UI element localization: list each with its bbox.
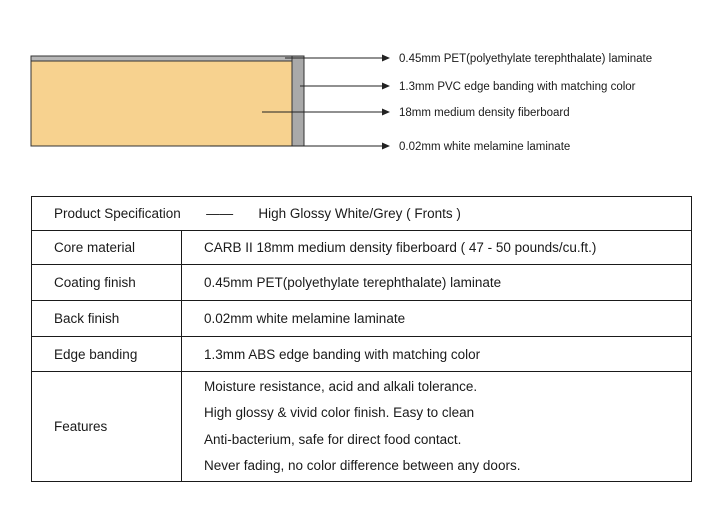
list-item: Moisture resistance, acid and alkali tolerance. (204, 378, 478, 394)
row-value: 0.45mm PET(polyethylate terephthalate) laminate (182, 265, 692, 301)
features-label: Features (32, 372, 182, 482)
arrowhead-icon (382, 143, 390, 150)
spec-header-label: Product Specification (54, 206, 181, 221)
arrowhead-icon (382, 109, 390, 116)
features-list (182, 372, 692, 482)
callout-melamine: 0.02mm white melamine laminate (399, 141, 571, 153)
list-item: High glossy & vivid color finish. Easy to clean (204, 405, 475, 420)
callout-edge-banding: 1.3mm PVC edge banding with matching color (399, 81, 636, 93)
pet-laminate-layer (31, 56, 292, 61)
edge-banding-layer (292, 56, 304, 146)
spec-header-cell (32, 197, 692, 231)
callout-mdf-core: 18mm medium density fiberboard (399, 107, 570, 119)
table-row (32, 337, 692, 372)
spec-header-separator: —— (206, 206, 234, 221)
row-value: 0.02mm white melamine laminate (182, 301, 692, 337)
table-row (32, 265, 692, 301)
table-row (32, 301, 692, 337)
callout-pet-laminate: 0.45mm PET(polyethylate terephthalate) laminate (399, 53, 653, 65)
mdf-core-layer (31, 61, 292, 146)
list-item: Anti-bacterium, safe for direct food contact. (204, 431, 462, 447)
arrowhead-icon (382, 55, 390, 62)
row-label: Edge banding (32, 337, 182, 372)
features-row (32, 372, 692, 482)
list-item: Never fading, no color difference between any doors. (204, 458, 521, 473)
table-row (32, 231, 692, 265)
spec-header-value: High Glossy White/Grey ( Fronts ) (258, 206, 461, 221)
row-value: CARB II 18mm medium density fiberboard ( 47 - 50 pounds/cu.ft.) (182, 231, 692, 265)
row-value: 1.3mm ABS edge banding with matching color (182, 337, 692, 372)
row-label: Core material (32, 231, 182, 265)
spec-header-row (32, 197, 692, 231)
arrowhead-icon (382, 83, 390, 90)
panel-cross-section-diagram (0, 0, 727, 170)
row-label: Coating finish (32, 265, 182, 301)
spec-table (31, 196, 692, 482)
row-label: Back finish (32, 301, 182, 337)
